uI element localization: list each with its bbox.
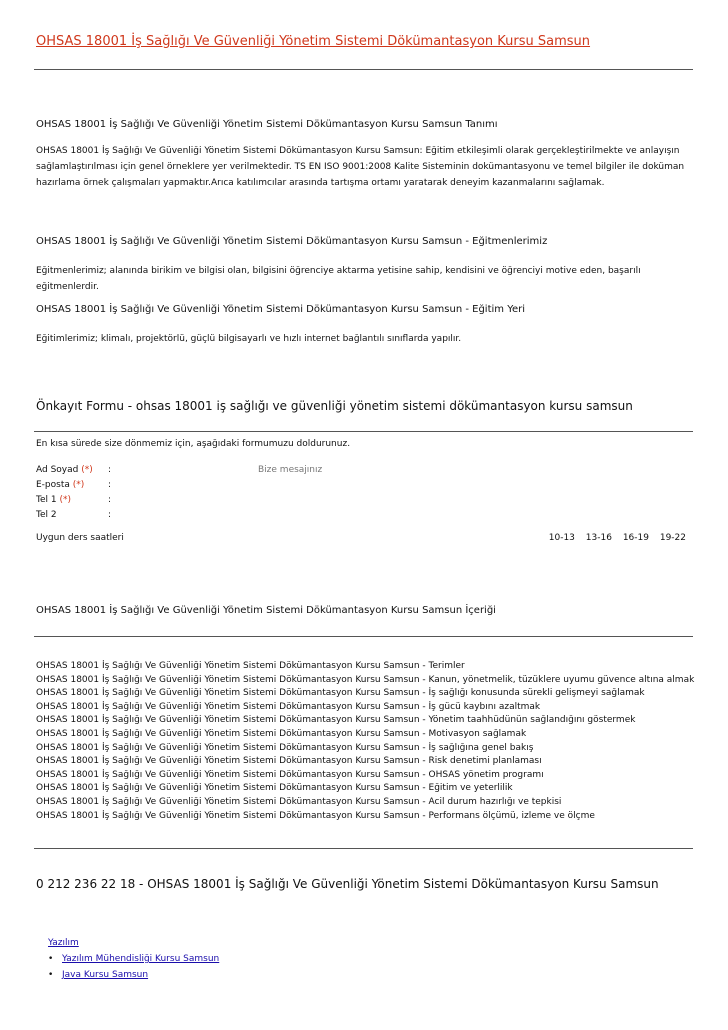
list-item: OHSAS 18001 İş Sağlığı Ve Güvenliği Yönetim Sistemi Dökümantasyon Kursu Samsun - Yönetim taahhüdünün sağlandığını göstermek bbox=[36, 715, 636, 726]
trainers-heading: OHSAS 18001 İş Sağlığı Ve Güvenliği Yönetim Sistemi Dökümantasyon Kursu Samsun - Eğitmenlerimiz bbox=[36, 236, 548, 247]
form-row-email bbox=[36, 480, 676, 495]
footer-links bbox=[48, 935, 219, 983]
list-item: OHSAS 18001 İş Sağlığı Ve Güvenliği Yönetim Sistemi Dökümantasyon Kursu Samsun - Acil durum hazırlığı ve tepkisi bbox=[36, 796, 562, 807]
list-item: OHSAS 18001 İş Sağlığı Ve Güvenliği Yönetim Sistemi Dökümantasyon Kursu Samsun - OHSAS yönetim programı bbox=[36, 769, 544, 780]
contents-heading: OHSAS 18001 İş Sağlığı Ve Güvenliği Yönetim Sistemi Dökümantasyon Kursu Samsun İçeriği bbox=[36, 605, 496, 616]
registration-form bbox=[36, 465, 676, 525]
hours-label: Uygun ders saatleri bbox=[36, 533, 124, 543]
category-link[interactable]: Yazılım bbox=[48, 938, 79, 948]
definition-text: OHSAS 18001 İş Sağlığı Ve Güvenliği Yönetim Sistemi Dökümantasyon Kursu Samsun: Eğitim etkileşimli olarak gerçekleştirilmekte ve anlayışın sağlamlaştırılması için genel örneklere yer verilmektedir. TS EN ISO 9001:2008 Kalite Sisteminin dokümantasyonu ve temel bilgiler ile doküman hazırlama örnek çalışmaları yapmaktır.Arıca katılımcılar arasında tartışma ortamı yaratarak deneyim kazanmalarını sağlamak. bbox=[36, 146, 685, 188]
page-title[interactable]: OHSAS 18001 İş Sağlığı Ve Güvenliği Yönetim Sistemi Dökümantasyon Kursu Samsun bbox=[36, 34, 591, 49]
required-marker: (*) bbox=[59, 495, 71, 505]
list-item: OHSAS 18001 İş Sağlığı Ve Güvenliği Yönetim Sistemi Dökümantasyon Kursu Samsun - İş gücü kaybını azaltmak bbox=[36, 701, 541, 712]
divider bbox=[34, 848, 693, 849]
form-row-phone1 bbox=[36, 495, 676, 510]
divider bbox=[34, 69, 693, 70]
field-label-text: Tel 2 bbox=[36, 510, 57, 520]
field-label-text: Tel 1 bbox=[36, 495, 57, 505]
field-colon[interactable]: : bbox=[108, 510, 112, 520]
hours-option[interactable]: 13-16 bbox=[585, 533, 612, 543]
contact-heading: 0 212 236 22 18 - OHSAS 18001 İş Sağlığı Ve Güvenliği Yönetim Sistemi Dökümantasyon Kursu Samsun bbox=[36, 877, 659, 891]
email-field-label bbox=[36, 480, 84, 490]
name-field-label bbox=[36, 465, 93, 475]
divider bbox=[34, 431, 693, 432]
field-label-text: E-posta bbox=[36, 480, 70, 490]
list-item: OHSAS 18001 İş Sağlığı Ve Güvenliği Yönetim Sistemi Dökümantasyon Kursu Samsun - İş sağlığına genel bakış bbox=[36, 742, 534, 753]
required-marker: (*) bbox=[81, 465, 93, 475]
bullet-icon: • bbox=[48, 970, 54, 980]
form-row-name bbox=[36, 465, 676, 480]
footer-link-item bbox=[48, 967, 219, 983]
definition-heading: OHSAS 18001 İş Sağlığı Ve Güvenliği Yönetim Sistemi Dökümantasyon Kursu Samsun Tanımı bbox=[36, 119, 498, 130]
footer-link[interactable]: Java Kursu Samsun bbox=[62, 970, 149, 980]
hours-option[interactable]: 16-19 bbox=[622, 533, 649, 543]
field-colon[interactable]: : bbox=[108, 465, 112, 475]
contents-list bbox=[36, 660, 696, 823]
list-item: OHSAS 18001 İş Sağlığı Ve Güvenliği Yönetim Sistemi Dökümantasyon Kursu Samsun - Kanun, yönetmelik, tüzüklere uyumu güvence altına almak bbox=[36, 674, 695, 685]
footer-link-item bbox=[48, 951, 219, 967]
field-label-text: Ad Soyad bbox=[36, 465, 79, 475]
list-item: OHSAS 18001 İş Sağlığı Ve Güvenliği Yönetim Sistemi Dökümantasyon Kursu Samsun - Terimler bbox=[36, 661, 465, 671]
field-colon[interactable]: : bbox=[108, 495, 112, 505]
list-item: OHSAS 18001 İş Sağlığı Ve Güvenliği Yönetim Sistemi Dökümantasyon Kursu Samsun - Eğitim ve yeterlilik bbox=[36, 783, 513, 794]
form-row-phone2 bbox=[36, 510, 676, 525]
divider bbox=[34, 636, 693, 637]
list-item: OHSAS 18001 İş Sağlığı Ve Güvenliği Yönetim Sistemi Dökümantasyon Kursu Samsun - Risk denetimi planlaması bbox=[36, 756, 542, 767]
list-item: OHSAS 18001 İş Sağlığı Ve Güvenliği Yönetim Sistemi Dökümantasyon Kursu Samsun - Motivasyon sağlamak bbox=[36, 728, 527, 739]
bullet-icon: • bbox=[48, 954, 54, 964]
list-item: OHSAS 18001 İş Sağlığı Ve Güvenliği Yönetim Sistemi Dökümantasyon Kursu Samsun - İş sağlığı konusunda sürekli gelişmeyi sağlamak bbox=[36, 688, 645, 699]
phone2-field-label bbox=[36, 510, 57, 520]
phone1-field-label bbox=[36, 495, 71, 505]
form-intro: En kısa sürede size dönmemiz için, aşağıdaki formumuzu doldurunuz. bbox=[36, 439, 351, 449]
hours-option[interactable]: 19-22 bbox=[659, 533, 686, 543]
hours-options bbox=[541, 533, 686, 543]
trainers-text: Eğitmenlerimiz; alanında birikim ve bilgisi olan, bilgisini öğrenciye aktarma yetisine sahip, kendisini ve öğrenciyi motive eden, başarılı eğitmenlerdir. bbox=[36, 266, 641, 292]
message-textarea[interactable]: Bize mesajınız bbox=[258, 465, 323, 475]
form-heading: Önkayıt Formu - ohsas 18001 iş sağlığı ve güvenliği yönetim sistemi dökümantasyon kursu samsun bbox=[36, 399, 633, 413]
location-heading: OHSAS 18001 İş Sağlığı Ve Güvenliği Yönetim Sistemi Dökümantasyon Kursu Samsun - Eğitim Yeri bbox=[36, 304, 526, 315]
field-colon[interactable]: : bbox=[108, 480, 112, 490]
list-item: OHSAS 18001 İş Sağlığı Ve Güvenliği Yönetim Sistemi Dökümantasyon Kursu Samsun - Performans ölçümü, izleme ve ölçme bbox=[36, 810, 595, 821]
footer-link[interactable]: Yazılım Mühendisliği Kursu Samsun bbox=[62, 954, 220, 964]
location-text: Eğitimlerimiz; klimalı, projektörlü, güçlü bilgisayarlı ve hızlı internet bağlantılı sınıflarda yapılır. bbox=[36, 334, 462, 344]
required-marker: (*) bbox=[72, 480, 85, 490]
hours-option[interactable]: 10-13 bbox=[548, 533, 575, 543]
